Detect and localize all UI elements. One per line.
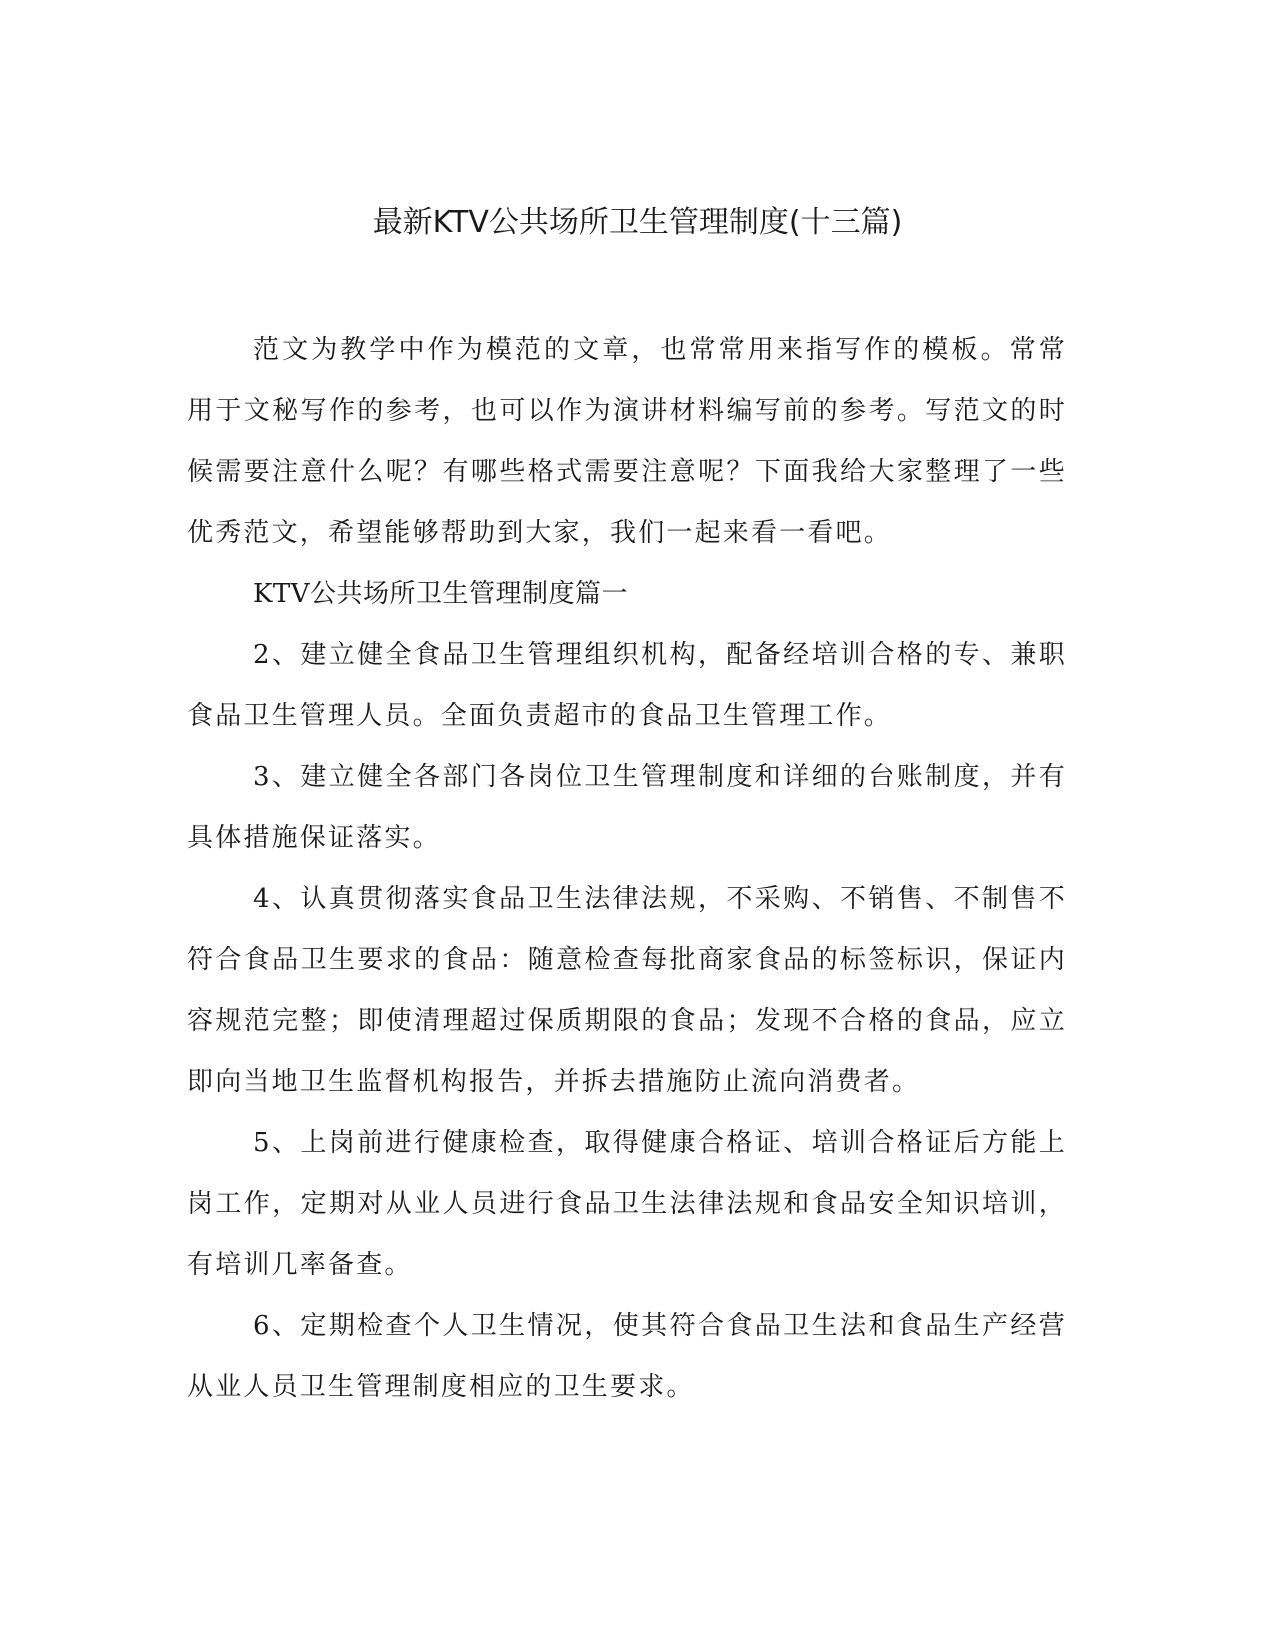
intro-paragraph: 范文为教学中作为模范的文章，也常常用来指写作的模板。常常用于文秘写作的参考，也可以作为演讲材料编写前的参考。写范文的时候需要注意什么呢？有哪些格式需要注意呢？下面我给大家整理了一些优秀范文，希望能够帮助到大家，我们一起来看一看吧。: [187, 335, 1067, 548]
clause-paragraph: 6、定期检查个人卫生情况，使其符合食品卫生法和食品生产经营从业人员卫生管理制度相应的卫生要求。: [187, 1311, 1067, 1402]
clause-paragraph: 4、认真贯彻落实食品卫生法律法规，不采购、不销售、不制售不符合食品卫生要求的食品：随意检查每批商家食品的标签标识，保证内容规范完整；即使清理超过保质期限的食品；发现不合格的食品，应立即向当地卫生监督机构报告，并拆去措施防止流向消费者。: [187, 884, 1067, 1097]
section-heading: KTV公共场所卫生管理制度篇一: [253, 579, 629, 609]
clause-paragraph: 2、建立健全食品卫生管理组织机构，配备经培训合格的专、兼职食品卫生管理人员。全面负责超市的食品卫生管理工作。: [187, 640, 1067, 731]
document-body: [187, 320, 1067, 1418]
document-title: 最新KTV公共场所卫生管理制度(十三篇): [372, 205, 903, 240]
clause-paragraph: 5、上岗前进行健康检查，取得健康合格证、培训合格证后方能上岗工作，定期对从业人员进行食品卫生法律法规和食品安全知识培训，有培训几率备查。: [187, 1128, 1067, 1280]
clause-paragraph: 3、建立健全各部门各岗位卫生管理制度和详细的台账制度，并有具体措施保证落实。: [187, 762, 1067, 853]
